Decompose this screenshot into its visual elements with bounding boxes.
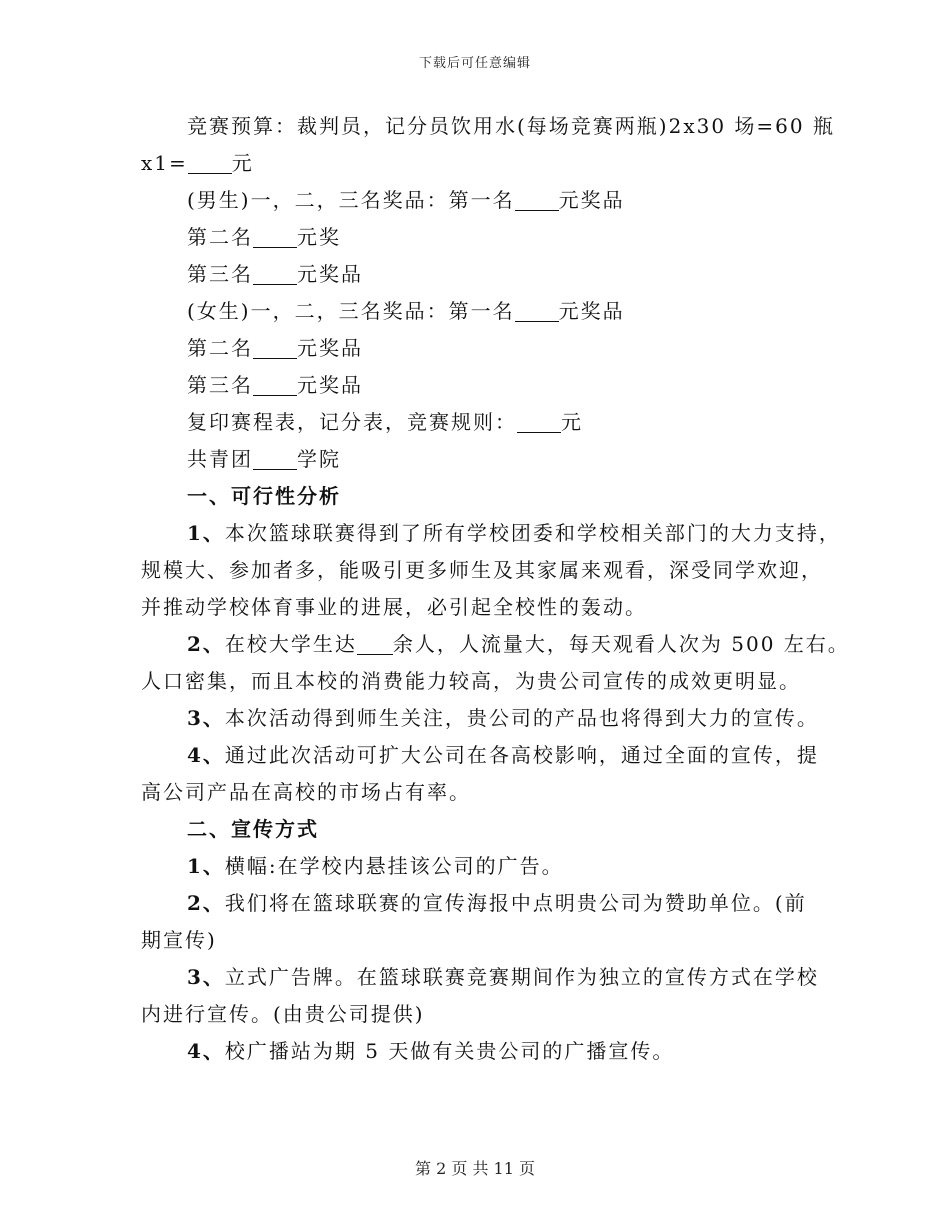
budget-line: 竞赛预算：裁判员，记分员饮用水(每场竞赛两瓶)2x30 场=60 瓶 (187, 114, 835, 138)
blank-underline (515, 188, 559, 211)
budget-line: 第二名 元奖 (187, 225, 341, 249)
paragraph-line: 1、本次篮球联赛得到了所有学校团委和学校相关部门的大力支持， (187, 521, 841, 545)
budget-line: 共青团 学院 (187, 447, 341, 471)
budget-line: 第二名 元奖品 (187, 336, 363, 360)
paragraph-line: 3、立式广告牌。在篮球联赛竞赛期间作为独立的宣传方式在学校 (187, 965, 819, 989)
paragraph-line: 3、本次活动得到师生关注，贵公司的产品也将得到大力的宣传。 (187, 706, 819, 730)
paragraph-line: 1、横幅:在学校内悬挂该公司的广告。 (187, 854, 564, 878)
paragraph-line: 规模大、参加者多，能吸引更多师生及其家属来观看，深受同学欢迎， (141, 558, 823, 582)
section-heading: 二、宣传方式 (187, 817, 319, 841)
blank-underline (253, 262, 297, 285)
budget-line: 第三名 元奖品 (187, 373, 363, 397)
paragraph-line: 人口密集，而且本校的消费能力较高，为贵公司宣传的成效更明显。 (141, 669, 801, 693)
budget-line: (男生)一，二，三名奖品：第一名 元奖品 (187, 188, 625, 212)
blank-underline (253, 225, 297, 248)
blank-underline (253, 373, 297, 396)
paragraph-line: 4、校广播站为期 5 天做有关贵公司的广播宣传。 (187, 1039, 675, 1063)
paragraph-line: 4、通过此次活动可扩大公司在各高校影响，通过全面的宣传，提 (187, 743, 819, 767)
blank-underline (188, 151, 232, 174)
blank-underline (517, 410, 561, 433)
section-heading: 一、可行性分析 (187, 484, 341, 508)
budget-line: 复印赛程表，记分表，竞赛规则： 元 (187, 410, 583, 434)
blank-underline (357, 632, 393, 655)
paragraph-line: 并推动学校体育事业的进展，必引起全校性的轰动。 (141, 595, 647, 619)
budget-line: (女生)一，二，三名奖品：第一名 元奖品 (187, 299, 625, 323)
blank-underline (253, 336, 297, 359)
budget-line: x1= 元 (141, 151, 254, 175)
blank-underline (515, 299, 559, 322)
page-number: 第 2 页 共 11 页 (415, 1159, 535, 1178)
document-body (141, 108, 850, 1070)
page-header: 下载后可任意编辑 (418, 56, 531, 71)
blank-underline (253, 447, 297, 470)
budget-line: 第三名 元奖品 (187, 262, 363, 286)
paragraph-line: 2、我们将在篮球联赛的宣传海报中点明贵公司为赞助单位。(前 (187, 891, 807, 915)
paragraph-line: 期宣传) (141, 928, 217, 952)
paragraph-line: 内进行宣传。(由贵公司提供) (141, 1002, 425, 1026)
paragraph-line: 高公司产品在高校的市场占有率。 (141, 780, 471, 804)
paragraph-line: 2、在校大学生达 余人，人流量大，每天观看人次为 500 左右。 (187, 632, 850, 656)
